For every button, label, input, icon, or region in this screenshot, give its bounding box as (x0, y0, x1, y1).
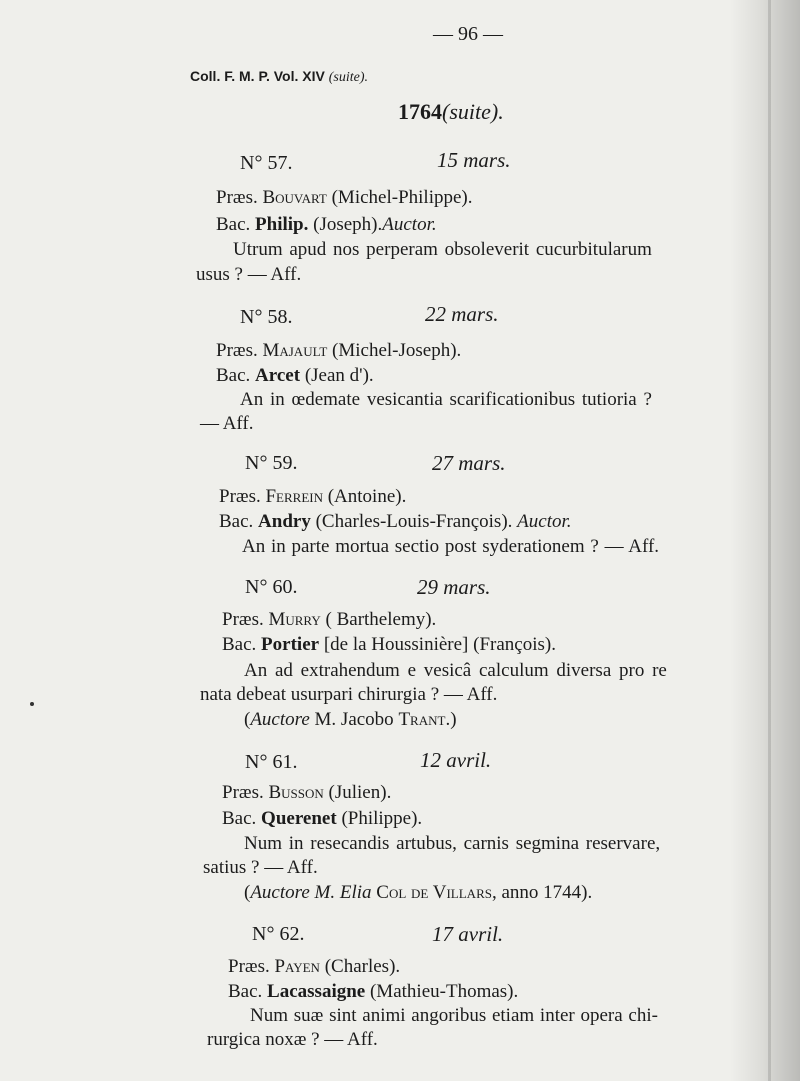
praeses-prefix: Præs. (219, 486, 261, 507)
entry-date: 17 avril. (432, 922, 504, 946)
entry-number: N° 61. (245, 751, 298, 773)
bachelor-surname: Andry (258, 511, 311, 532)
entry-date: 29 mars. (417, 575, 491, 599)
bachelor-given-name: (Philippe). (341, 808, 423, 829)
bachelor-given-name: [de la Houssinière] (François). (323, 634, 556, 655)
collection-heading (190, 64, 368, 90)
praeses-surname: Murry (268, 609, 321, 630)
bachelor-prefix: Bac. (216, 214, 251, 235)
year-heading (398, 100, 504, 124)
note-close: .) (445, 709, 457, 730)
praeses-line (216, 339, 461, 363)
note-auctore: Auctore (250, 709, 310, 730)
bachelor-surname: Philip. (255, 214, 309, 235)
note-author-given: M. Jacobo (314, 709, 394, 730)
bachelor-surname: Portier (261, 634, 320, 655)
page-number: — 96 — (433, 23, 503, 45)
thesis-question-continued: satius ? — Aff. (203, 857, 318, 878)
note-auctore: Auctore M. Elia (250, 882, 372, 903)
entry-number: N° 60. (245, 576, 298, 598)
bachelor-line (228, 980, 518, 1004)
entry-date: 27 mars. (432, 451, 506, 475)
bachelor-given-name: (Joseph). (313, 214, 383, 235)
praeses-prefix: Præs. (216, 340, 258, 361)
praeses-given-name: (Michel-Philippe). (331, 187, 473, 208)
praeses-given-name: (Antoine). (327, 486, 407, 507)
bachelor-line (216, 213, 437, 237)
thesis-question-continued: — Aff. (200, 413, 254, 434)
praeses-prefix: Præs. (222, 782, 264, 803)
entry-date: 15 mars. (437, 148, 511, 172)
thesis-question-continued: nata debeat usurpari chirurgia ? — Aff. (200, 684, 498, 705)
collection-label: Coll. F. M. P. Vol. XIV (190, 68, 325, 84)
praeses-given-name: (Charles). (324, 956, 401, 977)
praeses-surname: Payen (274, 956, 320, 977)
praeses-line (228, 955, 400, 979)
bachelor-prefix: Bac. (219, 511, 254, 532)
praeses-line (219, 485, 406, 509)
bachelor-prefix: Bac. (222, 808, 257, 829)
praeses-surname: Ferrein (265, 486, 323, 507)
auctor-label: Auctor. (517, 511, 572, 532)
thesis-question-continued: rurgica noxæ ? — Aff. (207, 1029, 378, 1050)
praeses-prefix: Præs. (222, 609, 264, 630)
note-author-surname: Col de Villars (376, 882, 492, 903)
praeses-surname: Bouvart (262, 187, 327, 208)
auctore-note (244, 708, 457, 732)
thesis-question: An in œdemate vesicantia scarificationibus tutioria ? (240, 389, 652, 410)
thesis-question: Num suæ sint animi angoribus etiam inter opera chi- (250, 1005, 658, 1026)
bachelor-surname: Arcet (255, 365, 301, 386)
year-suffix: (suite). (442, 99, 504, 124)
collection-suffix: (suite). (328, 70, 368, 85)
bachelor-line (219, 510, 572, 534)
entry-number: N° 58. (240, 306, 293, 328)
entry-number: N° 57. (240, 152, 293, 174)
entry-number: N° 59. (245, 452, 298, 474)
bachelor-prefix: Bac. (228, 981, 263, 1002)
bachelor-line (222, 633, 556, 657)
praeses-given-name: (Julien). (328, 782, 392, 803)
bachelor-given-name: (Mathieu-Thomas). (369, 981, 519, 1002)
entry-date: 12 avril. (420, 748, 492, 772)
note-year: , anno 1744). (491, 882, 593, 903)
bachelor-line (216, 364, 374, 388)
thesis-question-line: Utrum apud nos perperam obsoleverit cucurbitularum (233, 239, 652, 260)
bachelor-given-name: (Charles-Louis-François). (315, 511, 513, 532)
praeses-line (222, 781, 391, 805)
ink-speck (30, 702, 34, 706)
page-fold (768, 0, 771, 1081)
bachelor-surname: Querenet (261, 808, 337, 829)
praeses-surname: Majault (262, 340, 328, 361)
note-author-surname: Trant (398, 709, 446, 730)
praeses-line (222, 608, 436, 632)
praeses-given-name: (Michel-Joseph). (332, 340, 462, 361)
entry-number: N° 62. (252, 923, 305, 945)
bachelor-prefix: Bac. (222, 634, 257, 655)
bachelor-given-name: (Jean d'). (304, 365, 374, 386)
auctor-label: Auctor. (382, 214, 437, 235)
praeses-line (216, 186, 473, 210)
auctore-note (244, 881, 592, 905)
thesis-question: An ad extrahendum e vesicâ calculum diversa pro re (244, 660, 667, 681)
thesis-question: Num in resecandis artubus, carnis segmina reservare, (244, 833, 661, 854)
page-edge-shadow (730, 0, 800, 1081)
praeses-prefix: Præs. (228, 956, 270, 977)
entry-date: 22 mars. (425, 302, 499, 326)
bachelor-prefix: Bac. (216, 365, 251, 386)
thesis-question-continued: usus ? — Aff. (196, 264, 302, 285)
thesis-question (233, 238, 736, 262)
thesis-question: An in parte mortua sectio post syderationem ? — Aff. (242, 536, 660, 557)
bachelor-line (222, 807, 422, 831)
praeses-surname: Busson (268, 782, 324, 803)
bachelor-surname: Lacassaigne (267, 981, 366, 1002)
praeses-given-name: ( Barthelemy). (325, 609, 437, 630)
year-number: 1764 (398, 99, 442, 124)
note-open: ( (244, 882, 251, 903)
note-open: ( (244, 709, 251, 730)
praeses-prefix: Præs. (216, 187, 258, 208)
